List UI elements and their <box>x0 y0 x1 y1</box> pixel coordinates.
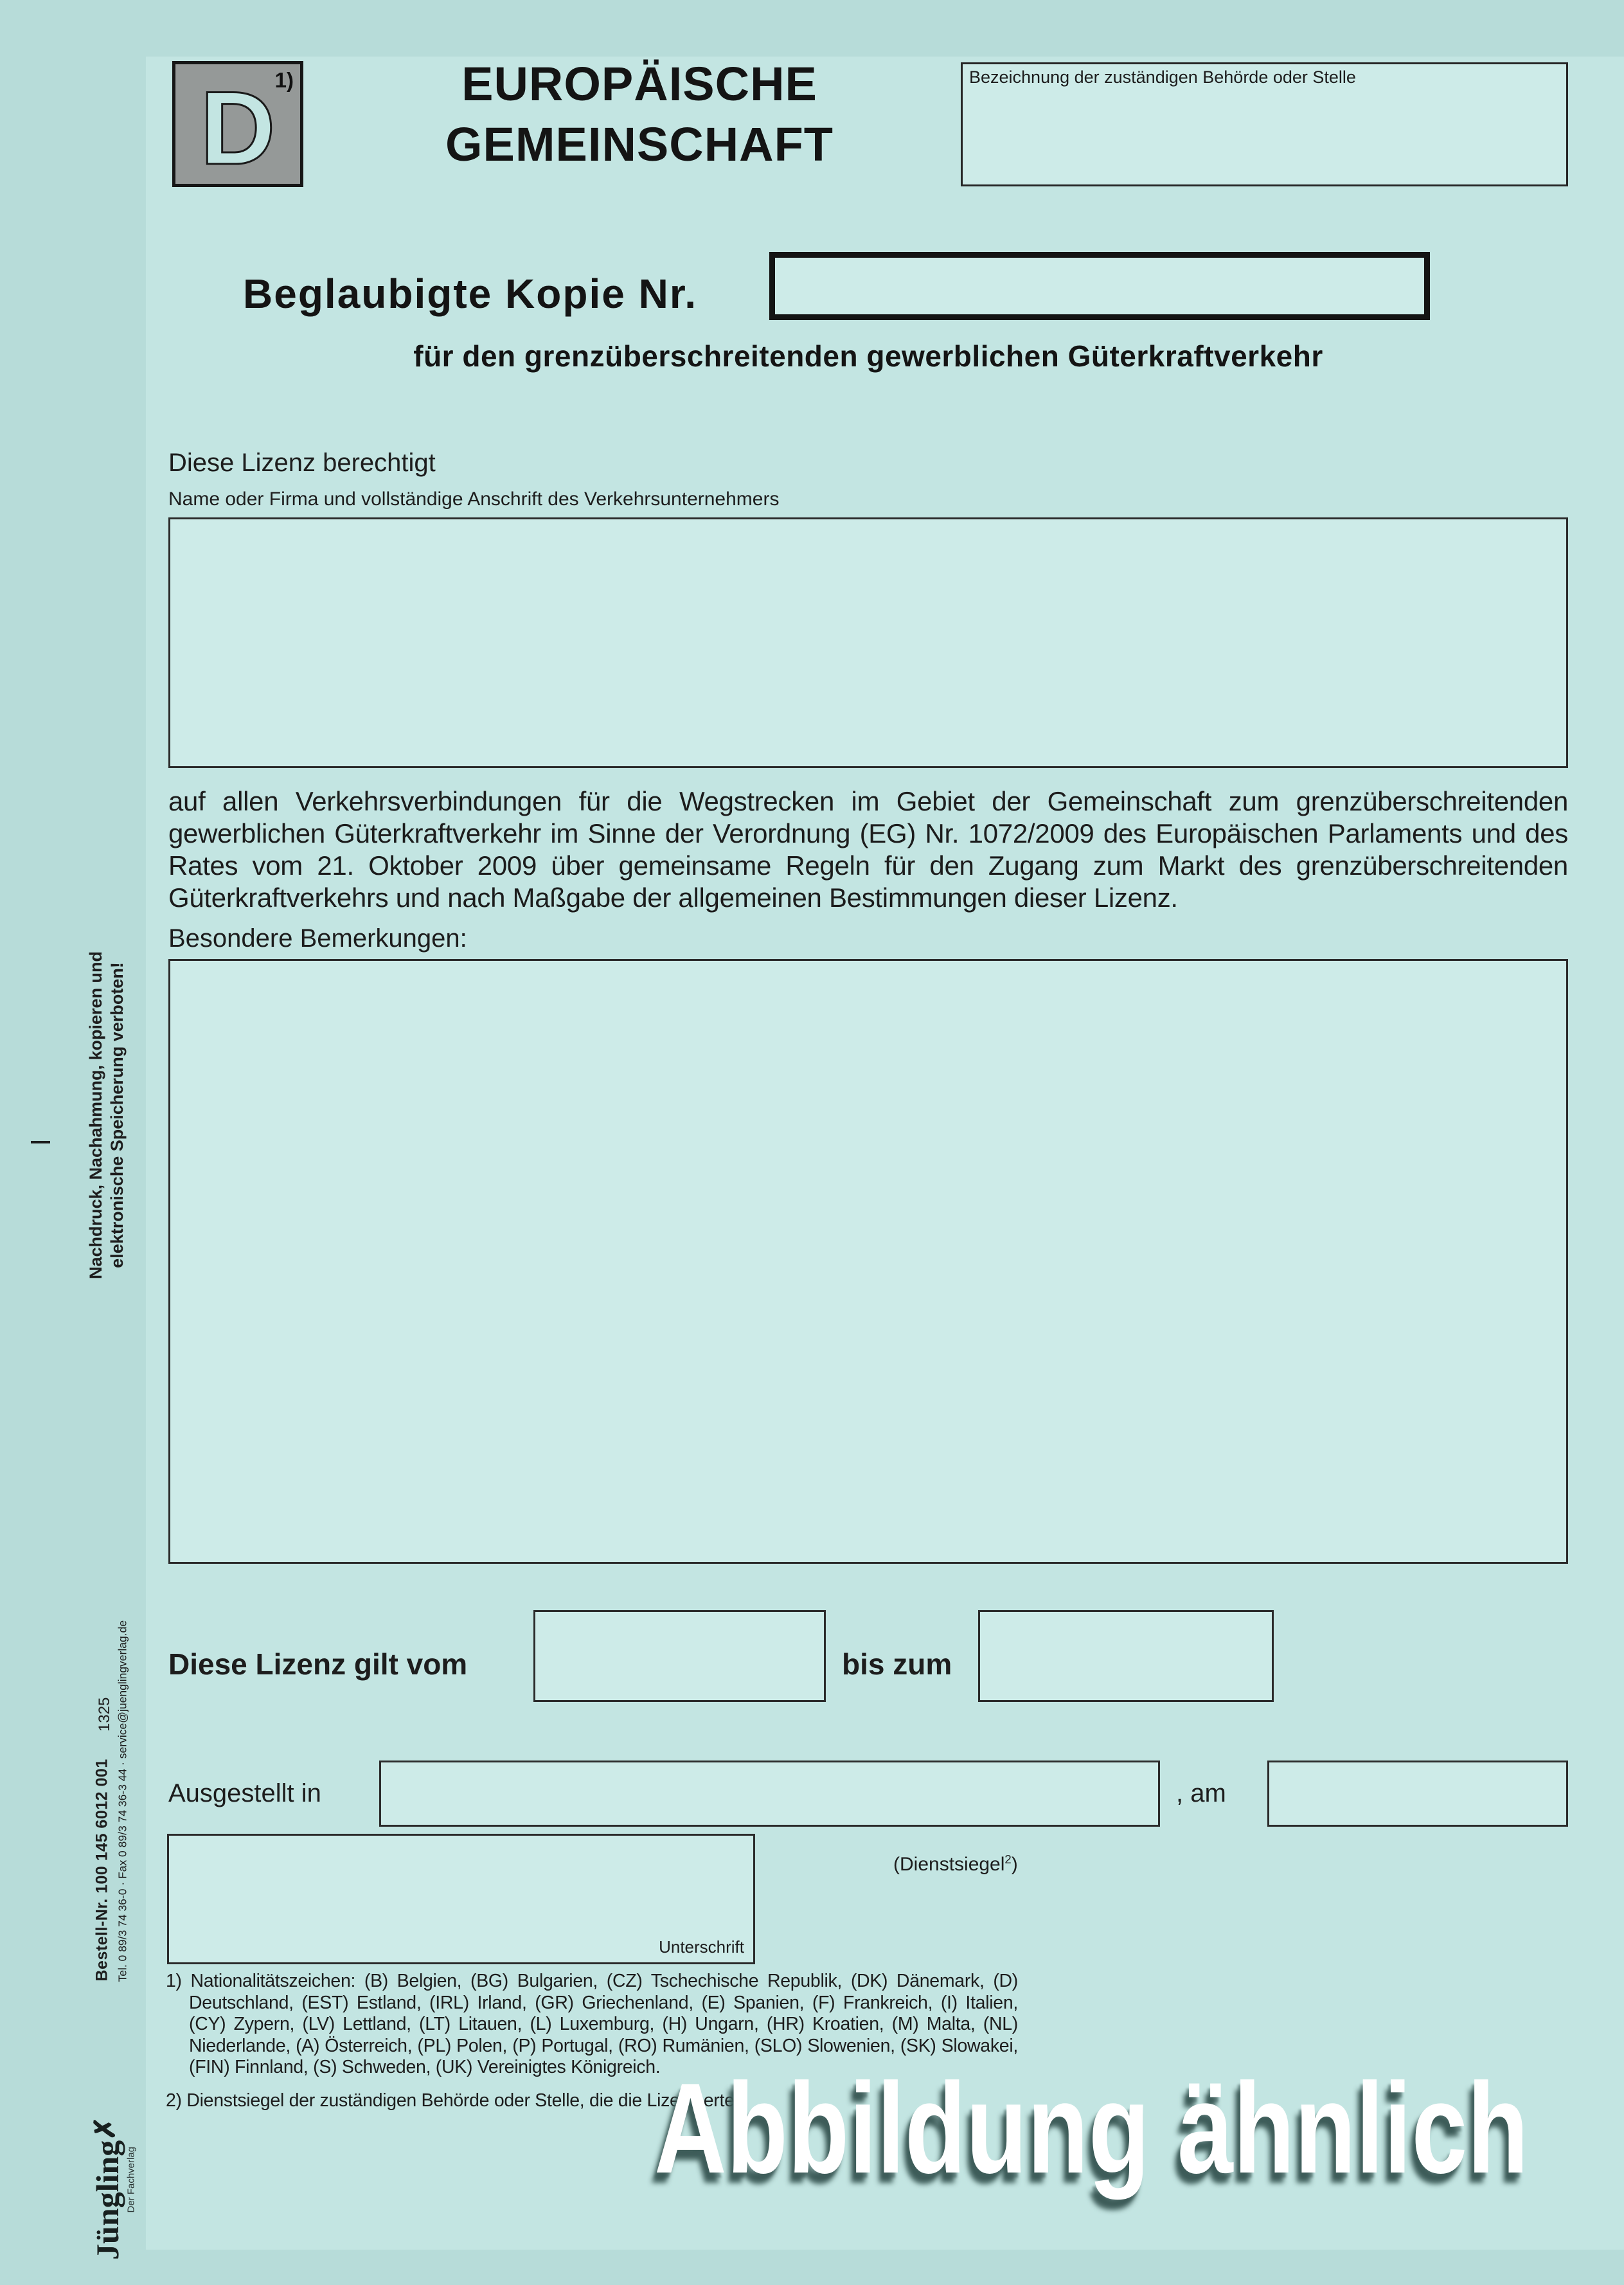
issued-in-label: Ausgestellt in <box>168 1779 321 1807</box>
valid-from-label: Diese Lizenz gilt vom <box>168 1647 468 1681</box>
authority-field-value[interactable] <box>963 64 1566 184</box>
publisher-name: Jüngling <box>89 2140 125 2260</box>
form-number: 1325 <box>96 1697 113 1732</box>
holder-field[interactable] <box>168 517 1568 768</box>
community-title-line2: GEMEINSCHAFT <box>445 118 834 171</box>
remarks-field-value[interactable] <box>170 961 1566 1562</box>
watermark: Abbildung ähnlich <box>654 2057 1529 2200</box>
remarks-field[interactable] <box>168 959 1568 1564</box>
community-title <box>357 54 922 175</box>
issued-date-field[interactable] <box>1267 1761 1568 1827</box>
authority-field-label: Bezeichnung der zuständigen Behörde oder Stelle <box>969 67 1356 87</box>
valid-to-value[interactable] <box>980 1612 1272 1700</box>
license-body-text: auf allen Verkehrsverbindungen für die Wegstrecken im Gebiet der Gemeinschaft zum grenzüberschreitenden gewerblichen Güterkraftverkehr im Sinne der Verordnung (EG) Nr. 1072/2009 des Europäischen Parlaments und des Rates vom 21. Oktober 2009 über gemeinsame Regeln für den Zugang zum Markt des grenzüberschreitenden Güterkraftverkehrs und nach Maßgabe der allgemeinen Bestimmungen dieser Lizenz. <box>168 786 1568 913</box>
seal-label-close: ) <box>1011 1854 1018 1875</box>
publisher-tagline: Der Fachverlag <box>125 2146 137 2213</box>
holder-field-label: Name oder Firma und vollständige Anschrift des Verkehrsunternehmers <box>168 488 780 510</box>
issued-date-value[interactable] <box>1269 1762 1566 1825</box>
holder-field-value[interactable] <box>170 519 1566 766</box>
seal-label-text: (Dienstsiegel <box>893 1854 1005 1875</box>
issued-on-label: , am <box>1176 1779 1226 1807</box>
footnote-nationality-codes: 1) Nationalitätszeichen: (B) Belgien, (BG) Bulgarien, (CZ) Tschechische Republik, (DK) Dänemark, (D) Deutschland, (EST) Estland, (IRL) Irland, (GR) Griechenland, (E) Spanien, (F) Frankreich, (I) Italien, (CY) Zypern, (LV) Lettland, (LT) Litauen, (L) Luxemburg, (H) Ungarn, (HR) Kroatien, (M) Malta, (NL) Niederlande, (A) Österreich, (PL) Polen, (P) Portugal, (RO) Rumänien, (SLO) Slowenien, (SK) Slowakei, (FIN) Finnland, (S) Schweden, (UK) Vereinigtes Königreich. <box>166 1971 1018 2077</box>
community-title-line1: EUROPÄISCHE <box>461 57 817 111</box>
publisher-contact: Tel. 0 89/3 74 36-0 · Fax 0 89/3 74 36-3 44 · service@juenglingverlag.de <box>116 1620 129 1982</box>
country-code-letter: D <box>200 70 276 186</box>
valid-from-value[interactable] <box>535 1612 824 1700</box>
signature-label: Unterschrift <box>659 1937 744 1957</box>
valid-to-field[interactable] <box>978 1610 1274 1702</box>
country-code-plate <box>172 61 303 187</box>
valid-from-field[interactable] <box>533 1610 826 1702</box>
valid-to-label: bis zum <box>842 1647 952 1681</box>
authority-field[interactable] <box>961 62 1568 186</box>
issued-place-value[interactable] <box>381 1762 1158 1825</box>
seal-footnote-marker: 2 <box>1004 1852 1012 1866</box>
issued-place-field[interactable] <box>379 1761 1160 1827</box>
page-title: Beglaubigte Kopie Nr. <box>243 271 697 317</box>
footnote-seal: 2) Dienstsiegel der zuständigen Behörde oder Stelle, die die Lizenz erteilt <box>166 2090 747 2111</box>
seal-label <box>893 1852 1018 1876</box>
signature-field[interactable] <box>167 1834 755 1964</box>
remarks-label: Besondere Bemerkungen: <box>168 924 467 953</box>
publisher-logo <box>89 2106 127 2260</box>
license-intro-label: Diese Lizenz berechtigt <box>168 449 436 477</box>
publisher-logo-mark-icon: ✗ <box>89 2116 121 2140</box>
order-number: Bestell-Nr. 100 145 6012 001 <box>93 1759 111 1982</box>
fold-mark <box>31 1141 50 1143</box>
country-code-footnote-marker: 1) <box>274 68 294 92</box>
copy-number-field[interactable] <box>769 252 1430 320</box>
copy-number-value[interactable] <box>775 258 1424 314</box>
copy-protection-notice: Nachdruck, Nachahmung, kopieren und elektronische Speicherung verboten! <box>86 951 127 1280</box>
page-subtitle: für den grenzüberschreitenden gewerblichen Güterkraftverkehr <box>413 339 1323 373</box>
